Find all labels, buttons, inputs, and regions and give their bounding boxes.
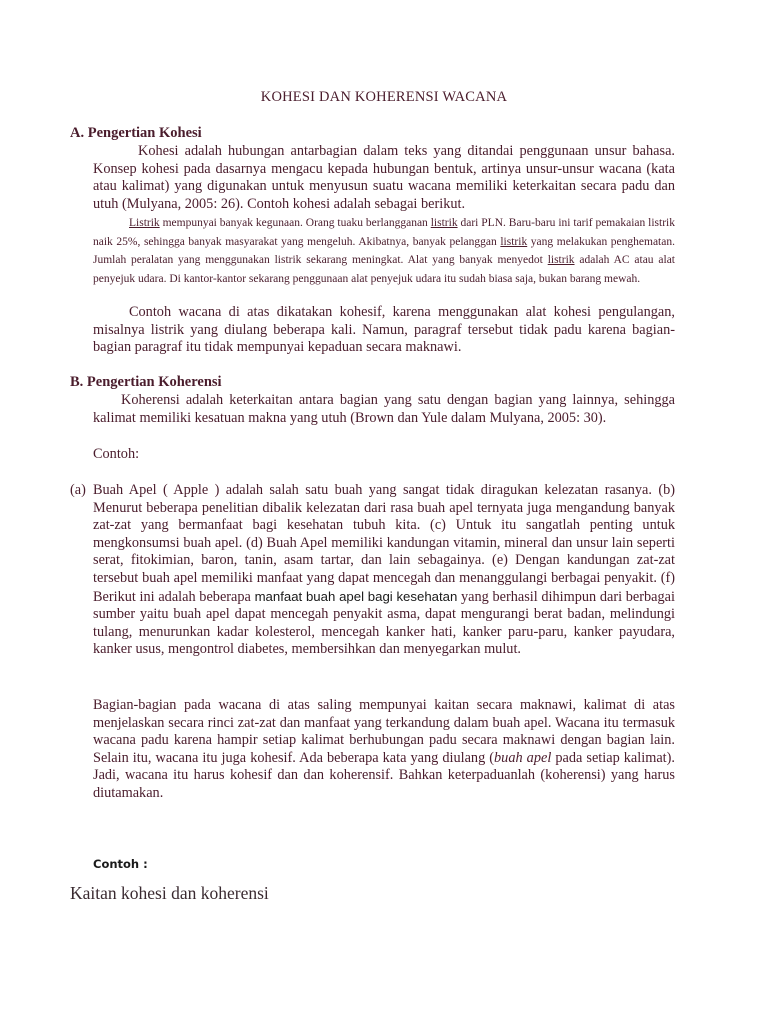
list-item-label: (a) bbox=[70, 482, 86, 498]
section-b-heading: B. Pengertian Koherensi bbox=[70, 374, 222, 390]
section-a-paragraph-2: Contoh wacana di atas dikatakan kohesif, karena menggunakan alat kohesi pengulangan, misalnya listrik yang diulang beberapa kali. Namun, paragraf tersebut tidak padu karena bagian-bagian paragraf itu tidak mempunyai kepaduan secara maknawi. bbox=[93, 304, 675, 356]
section-b-paragraph-2: Bagian-bagian pada wacana di atas saling mempunyai kaitan secara maknawi, kalimat di atas menjelaskan secara rinci zat-zat dan manfaat yang terkandung dalam buah apel. Wacana itu termasuk wacana padu karena hampir setiap kalimat berhubungan padu secara maknawi dengan bagian lain. Selain itu, wacana itu juga kohesif. Ada beberapa kata yang diulang (buah apel pada setiap kalimat). Jadi, wacana itu harus kohesif dan dan koherensif. Bahkan keterpaduanlah (koherensi) yang harus diutamakan. bbox=[93, 697, 675, 801]
document-title: KOHESI DAN KOHERENSI WACANA bbox=[260, 89, 508, 105]
footer-contoh-label: Contoh : bbox=[93, 857, 148, 871]
repeated-word: Listrik bbox=[129, 217, 160, 229]
section-a-paragraph-1: Kohesi adalah hubungan antarbagian dalam teks yang ditandai penggunaan unsur bahasa. Konsep kohesi pada dasarnya mengacu kepada hubungan bentuk, artinya unsur-unsur wacana (kata atau kalimat) yang digunakan untuk menyusun suatu wacana memiliki keterkaitan secara padu dan utuh (Mulyana, 2005: 26). Contoh kohesi adalah sebagai berikut. bbox=[93, 143, 675, 212]
bottom-heading: Kaitan kohesi dan koherensi bbox=[70, 883, 269, 903]
section-a-heading: A. Pengertian Kohesi bbox=[70, 125, 202, 141]
highlighted-phrase: manfaat buah apel bagi kesehatan bbox=[254, 588, 458, 604]
section-b-paragraph-1: Koherensi adalah keterkaitan antara bagian yang satu dengan bagian yang lainnya, sehingga kalimat memiliki kesatuan makna yang utuh (Brown dan Yule dalam Mulyana, 2005: 30). bbox=[93, 392, 675, 426]
apple-example-text: Buah Apel ( Apple ) adalah salah satu buah yang sangat tidak diragukan kelezatan rasanya. (b) Menurut beberapa penelitian dibalik kelezatan dari rasa buah apel ternyata juga mengandung banyak zat-zat yang bermanfaat bagi kesehatan tubuh kita. (c) Untuk itu sangatlah penting untuk mengkonsumsi buah apel. (d) Buah Apel memiliki kandungan vitamin, mineral dan unsur lain seperti serat, fitokimian, baron, tanin, asam tartar, dan lain sebagainya. (e) Dengan kandungan zat-zat tersebut buah apel memiliki manfaat yang dapat mencegah dan menanggulangi berbagai penyakit. (f) Berikut ini adalah beberapa manfaat buah apel bagi kesehatan yang berhasil dihimpun dari berbagai sumber yaitu buah apel dapat mencegah penyakit asma, dapat mengurangi berat badan, melindungi tulang, menurunkan kadar kolesterol, mencegah kanker hati, kanker paru-paru, kanker payudara, kanker usus, mengontrol diabetes, membersihkan dan menyegarkan mulut. bbox=[93, 482, 675, 658]
repeated-word: listrik bbox=[500, 235, 528, 248]
contoh-label-b: Contoh: bbox=[93, 446, 140, 462]
repeated-word: listrik bbox=[430, 217, 458, 229]
repeated-word: listrik bbox=[547, 254, 575, 267]
cohesion-example-text: Listrik mempunyai banyak kegunaan. Orang tuaku berlangganan listrik dari PLN. Baru-baru ini tarif pemakaian listrik naik 25%, sehingga banyak masyarakat yang mengeluh. Akibatnya, banyak pelanggan listrik yang melakukan penghematan. Jumlah peralatan yang menggunakan listrik sekarang meningkat. Alat yang banyak menyedot listrik adalah AC atau alat penyejuk udara. Di kantor-kantor sekarang penggunaan alat penyejuk udara itu sudah biasa saja, bukan barang mewah. bbox=[93, 217, 675, 285]
